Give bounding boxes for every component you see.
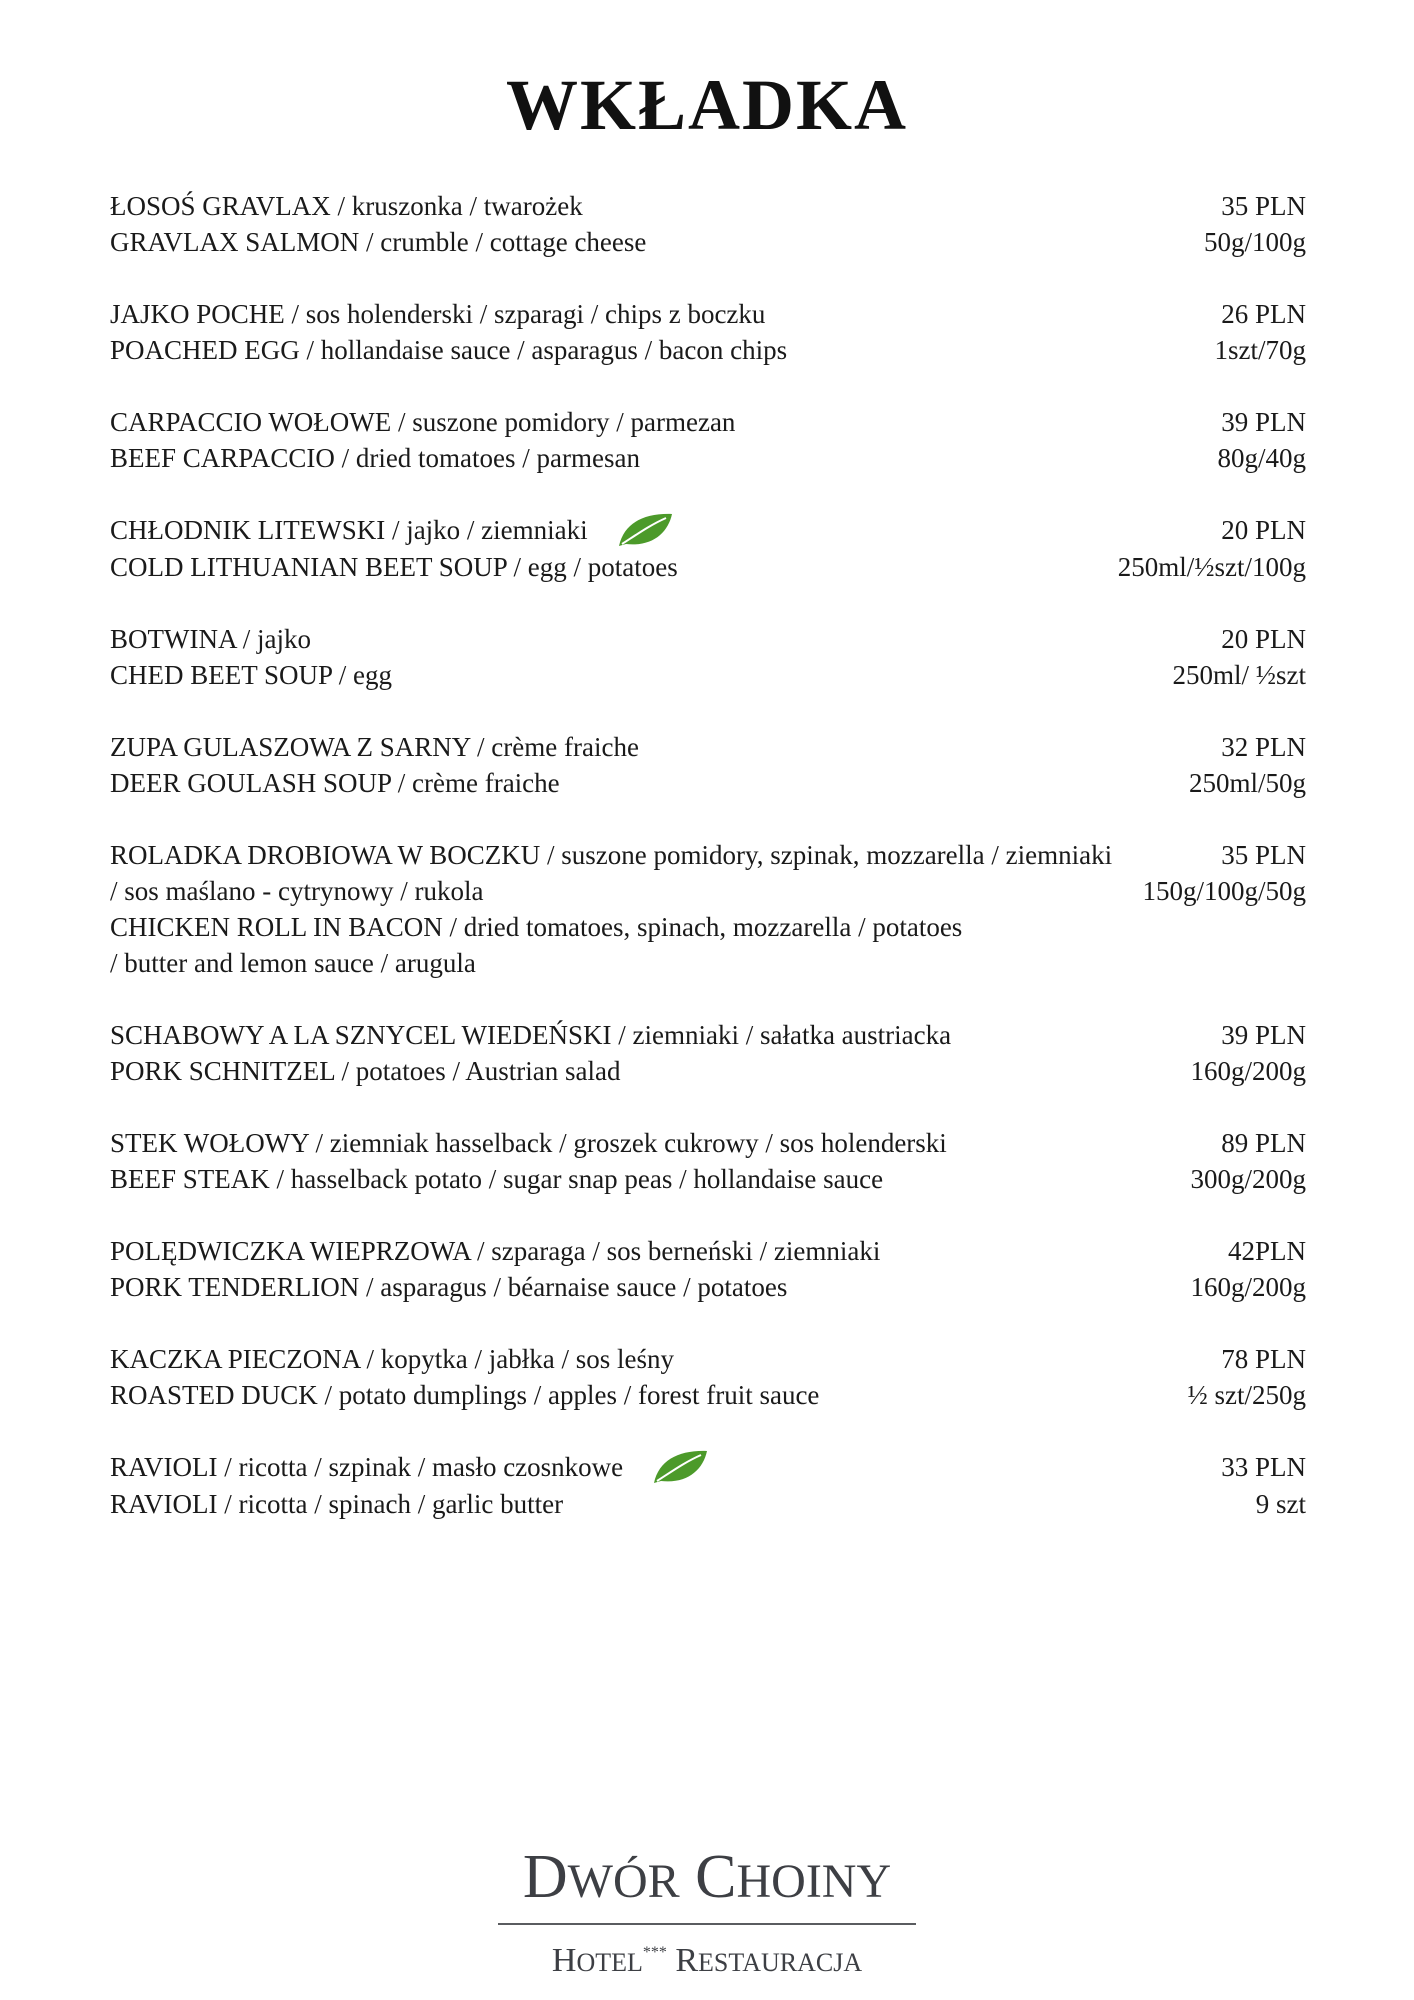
menu-item-line-pl <box>110 404 1306 440</box>
menu-item-line <box>110 873 1306 909</box>
dish-name-wrap <box>110 224 646 260</box>
menu-item-line-pl <box>110 188 1306 224</box>
dish-name-wrap <box>110 1161 883 1197</box>
dish-portion: 160g/200g <box>1190 1055 1306 1086</box>
dish-name-wrap <box>110 621 311 657</box>
menu-item <box>110 1017 1306 1089</box>
dish-name: DEER GOULASH SOUP / crème fraiche <box>110 767 560 798</box>
menu-item-line <box>110 224 1306 260</box>
menu-item <box>110 729 1306 801</box>
dish-name: COLD LITHUANIAN BEET SOUP / egg / potatoes <box>110 551 678 582</box>
menu-item-line-pl <box>110 729 1306 765</box>
dish-portion: 160g/200g <box>1190 1271 1306 1302</box>
logo-name-text: DWÓR CHOINY <box>522 1843 892 1911</box>
dish-price: 89 PLN <box>1221 1127 1306 1158</box>
dish-portion: 1szt/70g <box>1214 335 1306 365</box>
dish-price: 42PLN <box>1227 1235 1306 1266</box>
menu-item-line-pl <box>110 512 1306 549</box>
dish-price: 39 PLN <box>1221 407 1306 437</box>
dish-name-wrap <box>110 188 583 224</box>
dish-price: 39 PLN <box>1221 1019 1306 1050</box>
menu-item-line <box>110 1269 1306 1305</box>
menu-item <box>110 1233 1306 1305</box>
dish-portion: 300g/200g <box>1190 1163 1306 1194</box>
dish-name: BEEF STEAK / hasselback potato / sugar snap peas / hollandaise sauce <box>110 1163 884 1194</box>
dish-portion: 9 szt <box>1255 1488 1306 1519</box>
dish-name: CHICKEN ROLL IN BACON / dried tomatoes, spinach, mozzarella / potatoes <box>110 911 963 942</box>
menu-item <box>110 404 1306 476</box>
dish-name: RAVIOLI / ricotta / szpinak / masło czosnkowe <box>110 1451 624 1482</box>
menu-item-line-pl <box>110 1017 1306 1053</box>
logo-hotel: HOTEL <box>551 1942 643 1979</box>
dish-name-wrap <box>110 1017 951 1053</box>
dish-portion: 250ml/50g <box>1188 767 1306 798</box>
dish-portion: 250ml/½szt/100g <box>1117 551 1306 582</box>
dish-name-wrap <box>110 440 640 476</box>
menu-item-line-pl <box>110 1341 1306 1377</box>
dish-name: ROLADKA DROBIOWA W BOCZKU / suszone pomidory, szpinak, mozzarella / ziemniaki <box>110 839 1113 870</box>
restaurant-logo <box>0 1842 1414 1983</box>
dish-name: BOTWINA / jajko <box>110 623 311 654</box>
dish-name-wrap <box>110 873 483 909</box>
dish-name: POACHED EGG / hollandaise sauce / asparagus / bacon chips <box>110 335 788 365</box>
menu-item-line-pl <box>110 1125 1306 1161</box>
menu-list <box>110 188 1306 1558</box>
dish-name-wrap <box>110 404 735 440</box>
dish-name-wrap <box>110 1341 674 1377</box>
menu-item <box>110 1449 1306 1522</box>
dish-portion: 250ml/ ½szt <box>1172 659 1306 690</box>
dish-portion: 150g/100g/50g <box>1142 875 1306 906</box>
menu-item-line <box>110 657 1306 693</box>
dish-name: / sos maślano - cytrynowy / rukola <box>110 875 484 906</box>
dish-name: CHŁODNIK LITEWSKI / jajko / ziemniaki <box>110 515 588 545</box>
dish-portion: 50g/100g <box>1203 227 1306 257</box>
dish-price: 33 PLN <box>1221 1451 1306 1482</box>
dish-name: ROASTED DUCK / potato dumplings / apples / forest fruit sauce <box>110 1379 820 1410</box>
menu-item-line-pl <box>110 1449 1306 1486</box>
dish-price: 26 PLN <box>1221 299 1306 329</box>
dish-portion: 80g/40g <box>1217 443 1306 473</box>
menu-item-line-pl <box>110 1233 1306 1269</box>
menu-item-line <box>110 1053 1306 1089</box>
dish-price: 20 PLN <box>1221 623 1306 654</box>
dish-name-wrap <box>110 1053 620 1089</box>
leaf-icon <box>651 1448 709 1486</box>
dish-portion: ½ szt/250g <box>1187 1379 1306 1410</box>
menu-item-line <box>110 765 1306 801</box>
menu-item-line <box>110 440 1306 476</box>
dish-name-wrap <box>110 512 674 549</box>
dish-name-wrap <box>110 1233 880 1269</box>
menu-item-line <box>110 332 1306 368</box>
menu-item <box>110 1341 1306 1413</box>
dish-name-wrap <box>110 945 476 981</box>
dish-name: CHED BEET SOUP / egg <box>110 659 393 690</box>
logo-subtitle <box>0 1933 1414 1983</box>
menu-item-line-pl <box>110 621 1306 657</box>
dish-name-wrap <box>110 1125 947 1161</box>
dish-name: CARPACCIO WOŁOWE / suszone pomidory / parmezan <box>110 407 736 437</box>
dish-name-wrap <box>110 729 639 765</box>
menu-item-line <box>110 945 1306 981</box>
dish-name-wrap <box>110 296 765 332</box>
dish-name-wrap <box>110 1377 819 1413</box>
dish-name: / butter and lemon sauce / arugula <box>110 947 476 978</box>
dish-name: GRAVLAX SALMON / crumble / cottage cheese <box>110 227 647 257</box>
dish-name: ŁOSOŚ GRAVLAX / kruszonka / twarożek <box>110 191 583 221</box>
menu-item <box>110 188 1306 260</box>
dish-name: ZUPA GULASZOWA Z SARNY / crème fraiche <box>110 731 639 762</box>
menu-item <box>110 621 1306 693</box>
dish-name: POLĘDWICZKA WIEPRZOWA / szparaga / sos berneński / ziemniaki <box>110 1235 881 1266</box>
dish-name: KACZKA PIECZONA / kopytka / jabłka / sos leśny <box>110 1343 674 1374</box>
logo-divider <box>498 1923 916 1925</box>
dish-name: RAVIOLI / ricotta / spinach / garlic butter <box>110 1488 564 1519</box>
dish-price: 32 PLN <box>1221 731 1306 762</box>
dish-price: 35 PLN <box>1221 839 1306 870</box>
dish-name-wrap <box>110 1486 563 1522</box>
dish-name-wrap <box>110 549 678 585</box>
menu-item <box>110 512 1306 585</box>
dish-name: PORK TENDERLION / asparagus / béarnaise sauce / potatoes <box>110 1271 788 1302</box>
dish-name: JAJKO POCHE / sos holenderski / szparagi / chips z boczku <box>110 299 766 329</box>
menu-item <box>110 1125 1306 1197</box>
menu-item-line <box>110 1161 1306 1197</box>
menu-item-line <box>110 909 1306 945</box>
dish-price: 35 PLN <box>1221 191 1306 221</box>
menu-item <box>110 837 1306 981</box>
dish-name-wrap <box>110 1449 709 1486</box>
menu-item-line <box>110 549 1306 585</box>
logo-stars: *** <box>642 1944 667 1961</box>
dish-name-wrap <box>110 332 787 368</box>
dish-name-wrap <box>110 657 392 693</box>
dish-name: STEK WOŁOWY / ziemniak hasselback / groszek cukrowy / sos holenderski <box>110 1127 947 1158</box>
menu-item-line <box>110 1377 1306 1413</box>
dish-name: PORK SCHNITZEL / potatoes / Austrian salad <box>110 1055 621 1086</box>
logo-restaurant: RESTAURACJA <box>675 1942 863 1979</box>
dish-name-wrap <box>110 1269 787 1305</box>
menu-item-line <box>110 1486 1306 1522</box>
dish-name-wrap <box>110 837 1112 873</box>
menu-item-line-pl <box>110 837 1306 873</box>
menu-item <box>110 296 1306 368</box>
leaf-icon <box>616 511 674 549</box>
menu-item-line-pl <box>110 296 1306 332</box>
dish-name-wrap <box>110 909 962 945</box>
dish-name: BEEF CARPACCIO / dried tomatoes / parmesan <box>110 443 640 473</box>
page-title: WKŁADKA <box>505 65 909 145</box>
logo-name <box>0 1842 1414 1917</box>
dish-price: 78 PLN <box>1221 1343 1306 1374</box>
dish-name: SCHABOWY A LA SZNYCEL WIEDEŃSKI / ziemniaki / sałatka austriacka <box>110 1019 952 1050</box>
dish-price: 20 PLN <box>1221 515 1306 545</box>
dish-name-wrap <box>110 765 560 801</box>
